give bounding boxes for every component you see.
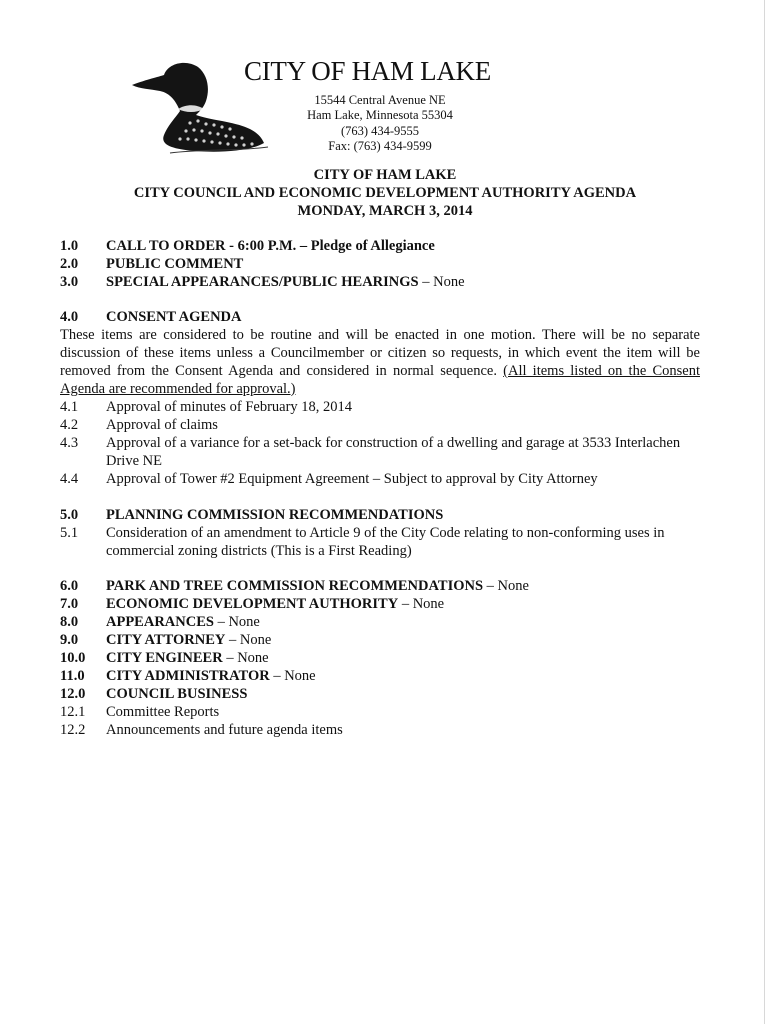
agenda-item-4-0 xyxy=(60,308,242,326)
item-status: – None xyxy=(398,596,445,612)
agenda-item-6-0 xyxy=(60,577,529,595)
item-number: 8.0 xyxy=(60,614,79,630)
agenda-item-5-1: Consideration of an amendment to Article 9 of the City Code relating to non-conforming uses in commercial zoning districts (This is a First Reading) xyxy=(106,525,665,559)
item-title: CITY ADMINISTRATOR xyxy=(106,668,270,684)
item-title: CONSENT AGENDA xyxy=(106,309,242,325)
consent-agenda-description xyxy=(60,326,700,398)
item-number: 2.0 xyxy=(60,256,79,272)
agenda-item-2-0 xyxy=(60,255,243,273)
agenda-item-4-3-number xyxy=(60,434,106,452)
agenda-header-title: CITY COUNCIL AND ECONOMIC DEVELOPMENT AUTHORITY AGENDA xyxy=(133,185,637,201)
item-number: 5.0 xyxy=(60,507,79,523)
address-street: 15544 Central Avenue NE xyxy=(314,93,446,107)
consent-text: These items are considered to be routine and will be enacted in one motion. There will be no separate discussion of these items unless a Councilmember or citizen so requests, in which event the item will be removed from the Consent Agenda and considered in normal sequence. xyxy=(60,327,700,379)
item-status: – None xyxy=(418,274,465,290)
item-title: PLANNING COMMISSION RECOMMENDATIONS xyxy=(106,507,444,523)
item-number: 11.0 xyxy=(60,668,85,684)
city-address xyxy=(270,93,490,154)
item-title: CALL TO ORDER - 6:00 P.M. – Pledge of Allegiance xyxy=(106,238,435,254)
address-fax: Fax: (763) 434-9599 xyxy=(328,138,432,153)
agenda-item-4-3: Approval of a variance for a set-back for construction of a dwelling and garage at 3533 Interlachen Drive NE xyxy=(106,435,681,469)
item-text: Approval of Tower #2 Equipment Agreement – Subject to approval by City Attorney xyxy=(106,471,598,487)
agenda-item-1-0 xyxy=(60,237,435,255)
item-number: 5.1 xyxy=(60,525,79,541)
agenda-item-4-4 xyxy=(60,470,598,488)
agenda-item-12-1 xyxy=(60,703,219,721)
item-title: CITY ENGINEER xyxy=(106,650,223,666)
item-status: – None xyxy=(213,614,260,630)
item-title: ECONOMIC DEVELOPMENT AUTHORITY xyxy=(106,596,399,612)
agenda-item-3-0 xyxy=(60,273,465,291)
agenda-item-8-0 xyxy=(60,613,260,631)
item-number: 4.1 xyxy=(60,399,79,415)
item-number: 10.0 xyxy=(60,650,86,666)
item-number: 12.1 xyxy=(60,704,86,720)
item-text: Announcements and future agenda items xyxy=(106,722,343,738)
item-text: Approval of minutes of February 18, 2014 xyxy=(106,399,353,415)
item-text: Approval of claims xyxy=(106,417,218,433)
agenda-item-5-1-number xyxy=(60,524,106,542)
agenda-item-7-0 xyxy=(60,595,444,613)
letterhead xyxy=(0,52,770,162)
agenda-item-4-1 xyxy=(60,398,352,416)
item-title: PARK AND TREE COMMISSION RECOMMENDATIONS xyxy=(106,578,484,594)
item-title: COUNCIL BUSINESS xyxy=(106,686,248,702)
item-number: 4.2 xyxy=(60,417,79,433)
item-title: APPEARANCES xyxy=(106,614,214,630)
city-title: CITY OF HAM LAKE xyxy=(244,56,491,86)
agenda-item-9-0 xyxy=(60,631,271,649)
item-title: CITY ATTORNEY xyxy=(106,632,226,648)
item-status: – None xyxy=(222,650,269,666)
agenda-item-12-2 xyxy=(60,721,343,739)
agenda-item-12-0 xyxy=(60,685,247,703)
agenda-header xyxy=(0,166,770,220)
item-number: 4.0 xyxy=(60,309,79,325)
item-number: 12.0 xyxy=(60,686,86,702)
item-number: 9.0 xyxy=(60,632,79,648)
item-number: 4.3 xyxy=(60,435,79,451)
item-number: 6.0 xyxy=(60,578,79,594)
item-title: PUBLIC COMMENT xyxy=(106,256,244,272)
agenda-header-date: MONDAY, MARCH 3, 2014 xyxy=(297,203,473,219)
agenda-item-11-0 xyxy=(60,667,316,685)
item-text: Committee Reports xyxy=(106,704,220,720)
item-status: – None xyxy=(225,632,272,648)
agenda-item-10-0 xyxy=(60,649,269,667)
item-number: 12.2 xyxy=(60,722,86,738)
address-city: Ham Lake, Minnesota 55304 xyxy=(307,108,453,123)
item-status: – None xyxy=(269,668,316,684)
item-number: 1.0 xyxy=(60,238,79,254)
item-number: 3.0 xyxy=(60,274,79,290)
consent-note: (All items listed on the Consent Agenda are recommended for approval.) xyxy=(60,363,700,397)
item-status: – None xyxy=(483,578,529,594)
agenda-item-5-0 xyxy=(60,506,443,524)
agenda-header-city: CITY OF HAM LAKE xyxy=(313,167,457,183)
item-title: SPECIAL APPEARANCES/PUBLIC HEARINGS xyxy=(106,274,419,290)
item-number: 4.4 xyxy=(60,471,79,487)
agenda-item-4-2 xyxy=(60,416,218,434)
address-phone: (763) 434-9555 xyxy=(340,123,420,138)
item-number: 7.0 xyxy=(60,596,79,612)
